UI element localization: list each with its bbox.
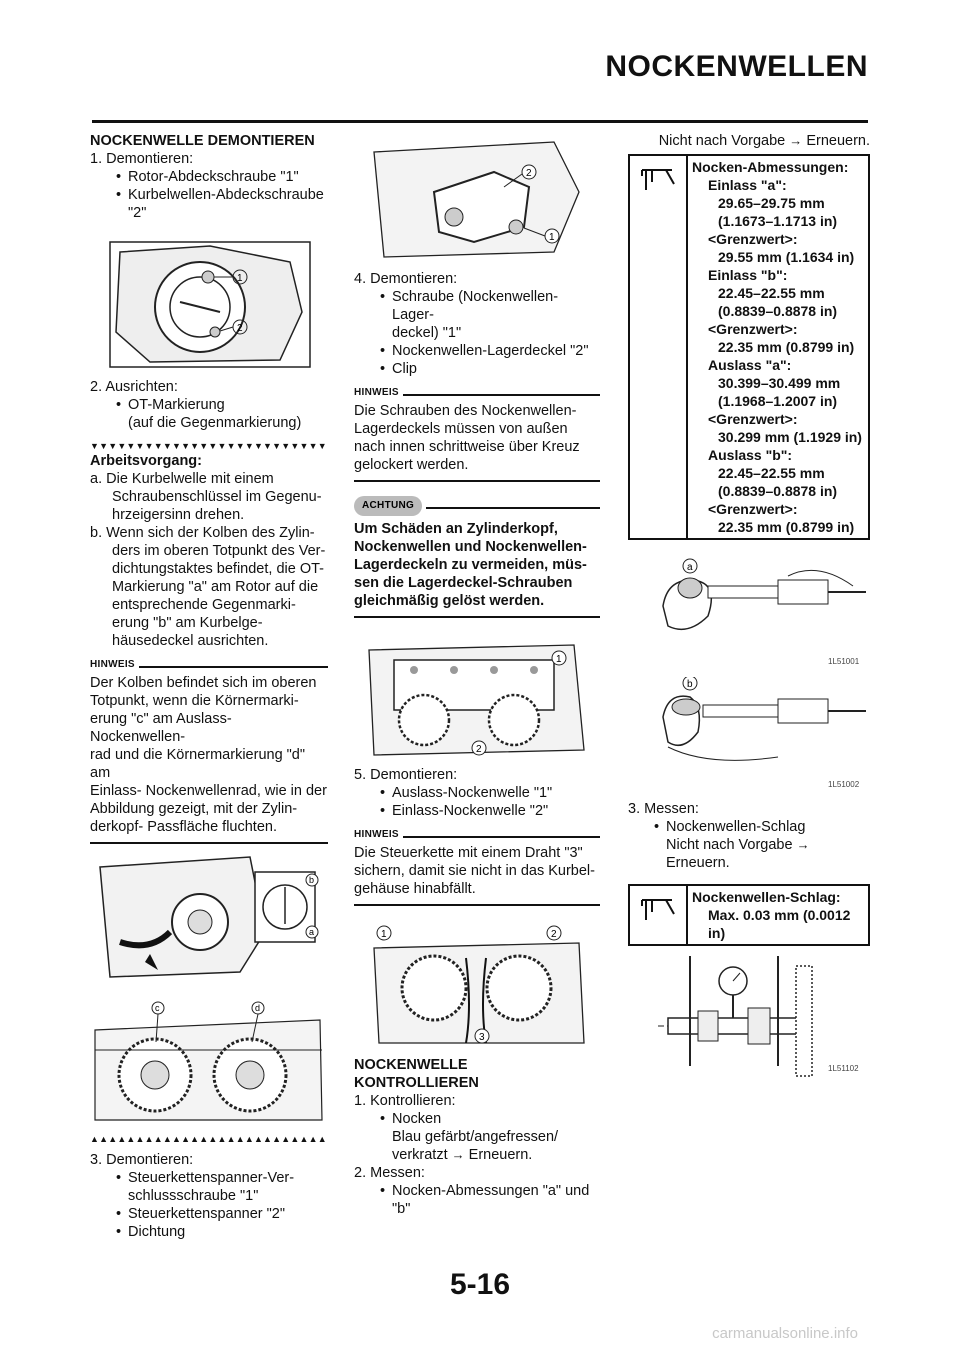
step-3-item-3: • Dichtung [116,1224,186,1240]
measure-step-3: 3. Messen: [628,801,699,817]
procedure-heading: Arbeitsvorgang: [90,453,202,469]
figure-code-b: 1L51002 [828,780,860,789]
svg-text:c: c [155,1003,160,1013]
figure-rotor-cover [90,232,328,372]
svg-text:2: 2 [551,929,557,940]
hinweis-label-1: HINWEIS [354,384,600,402]
check-step-2-item-1: • Nocken-Abmessungen "a" und [380,1183,590,1199]
procedure-start-marker: ▼▼▼▼▼▼▼▼▼▼▼▼▼▼▼▼▼▼▼▼▼▼▼▼▼▼ [90,441,327,451]
arrow-icon: → [451,1147,465,1162]
page-title: NOCKENWELLEN [605,50,868,83]
svg-text:a: a [687,562,693,573]
procedure-a: a. Die Kurbelwelle mit einem Schraubenschlüssel im Gegenu- hrzeigersinn drehen. [90,471,322,523]
hinweis-text: Der Kolben befindet sich im oberen Totpunkt, wenn die Körnermarki- erung "c" am Auslass- Nockenwellen- rad und die Körnermarkierung "d" am Einlass- Nockenwellenrad, wie in der Abbildung gezeigt, mit der Zylin- derkopf- Passfläche fluchten. [90,675,327,835]
measure-step-3-item-1-cont: Nicht nach Vorgabe → Erneuern. [666,837,810,871]
step-4-item-2: • Nockenwellen-Lagerdeckel "2" [380,343,589,359]
step-3-item-2: • Steuerkettenspanner "2" [116,1206,286,1222]
check-step-2: 2. Messen: [354,1165,425,1181]
section-heading: NOCKENWELLE DEMONTIEREN [90,133,315,149]
figure-code-a: 1L51001 [828,657,860,666]
hinweis-end-rule-1 [354,480,600,482]
svg-text:b: b [687,679,693,690]
step-1-item-2: • Kurbelwellen-Abdeckschraube [116,187,324,203]
svg-text:a: a [309,927,315,937]
step-3: 3. Demontieren: [90,1152,194,1168]
figure-measure-a [628,556,870,671]
step-1: 1. Demontieren: [90,151,194,167]
figure-runout-gauge [628,956,870,1086]
svg-text:3: 3 [479,1032,485,1043]
step-2-item-1: • OT-Markierung [116,397,225,413]
spec-intro: Nicht nach Vorgabe → Erneuern. [658,133,870,149]
hinweis-label-2: HINWEIS [354,826,600,844]
figure-measure-b [628,677,870,792]
step-4-item-1-cont: deckel) "1" [392,325,462,341]
svg-text:2: 2 [476,744,482,755]
check-step-2-item-1-cont: "b" [392,1201,411,1217]
step-5-item-2: • Einlass-Nockenwelle "2" [380,803,549,819]
achtung-text: Um Schäden an Zylinderkopf, Nockenwellen und Nockenwellen- Lagerdeckeln zu vermeiden, müs- sen die Lagerdeckel-Schrauben gleichmäßig gelöst werden. [354,521,587,609]
spec-text-cam-dimensions: Nocken-Abmessungen: Einlass "a": 29.65–29.75 mm (1.1673–1.1713 in) <Grenzwert>: 29.55 mm (1.1634 in) Einlass "b": 22.45–22.55 mm (0.8839–0.8878 in) <Grenzwert>: 22.35 mm (0.8799 in) Auslass "a": 30.399–30.499 mm (1.1968–1.2007 in) <Grenzwert>: 30.299 mm (1.1929 in) Auslass "b": 22.45–22.55 mm (0.8839–0.8878 in) <Grenzwert>: 22.35 mm (0.8799 in) [692,159,862,535]
figure-code-c: 1L51102 [828,1064,859,1073]
step-5: 5. Demontieren: [354,767,458,783]
check-step-1-item-1: • Nocken [380,1111,442,1127]
figure-cylinder-head [354,630,600,760]
spec-text-runout: Nockenwellen-Schlag: Max. 0.03 mm (0.0012 in) [692,889,851,941]
arrow-icon: → [796,837,810,852]
section-heading-2a: NOCKENWELLE [354,1057,468,1073]
svg-text:1: 1 [381,929,387,940]
section-heading-2b: KONTROLLIEREN [354,1075,479,1091]
hinweis-end-rule [90,842,328,844]
svg-text:1: 1 [237,273,243,284]
hinweis-end-rule-2 [354,904,600,906]
step-1-item-1: • Rotor-Abdeckschraube "1" [116,169,299,185]
check-step-1: 1. Kontrollieren: [354,1093,456,1109]
svg-text:2: 2 [237,323,243,334]
step-5-item-1: • Auslass-Nockenwelle "1" [380,785,553,801]
procedure-b: b. Wenn sich der Kolben des Zylin- ders im oberen Totpunkt des Ver- dichtungstaktes befindet, die OT- Markierung "a" am Rotor auf die entsprechende Gegenmarki- erung "b" am Kurbelge- häusedeckel ausrichten. [90,525,326,649]
achtung-end-rule [354,616,600,618]
figure-ot-marking [90,852,328,982]
title-rule [92,120,868,123]
svg-text:b: b [309,875,315,885]
step-4: 4. Demontieren: [354,271,458,287]
figure-camshafts-wire [354,918,600,1048]
step-2-item-1-cont: (auf die Gegenmarkierung) [128,415,302,431]
figure-bearing-cap [354,132,600,262]
achtung-label: ACHTUNG [354,496,600,516]
procedure-end-marker: ▲▲▲▲▲▲▲▲▲▲▲▲▲▲▲▲▲▲▲▲▲▲▲▲▲▲ [90,1134,327,1144]
step-4-item-1: • Schraube (Nockenwellen- Lager- [380,289,559,323]
column-1 [90,132,328,1241]
svg-text:1: 1 [556,654,562,665]
hinweis-text-2: Die Steuerkette mit einem Draht "3" sichern, damit sie nicht in das Kurbel- gehäuse hinabfällt. [354,845,595,897]
caliper-icon [630,156,688,538]
measure-step-3-item-1: • Nockenwellen-Schlag [654,819,806,835]
check-step-1-item-1-cont2: verkratzt → Erneuern. [392,1147,533,1163]
check-step-1-item-1-cont: Blau gefärbt/angefressen/ [392,1129,559,1145]
step-4-item-3: • Clip [380,361,417,377]
page-number: 5-16 [449,1268,511,1301]
spec-box-runout [628,884,870,946]
spec-box-cam-dimensions [628,154,870,540]
column-3 [628,132,870,1086]
step-2: 2. Ausrichten: [90,379,178,395]
step-1-item-2-cont: "2" [128,205,147,221]
svg-text:1: 1 [549,232,555,243]
step-3-item-1: • Steuerkettenspanner-Ver- [116,1170,295,1186]
arrow-icon: → [789,133,803,148]
hinweis-text-1: Die Schrauben des Nockenwellen- Lagerdeckels müssen von außen nach innen schrittweise über Kreuz gelockert werden. [354,403,580,473]
caliper-icon [630,886,688,944]
figure-cam-sprockets [90,990,328,1125]
watermark: carmanualsonline.info [712,1325,858,1342]
svg-text:d: d [255,1003,261,1013]
svg-text:2: 2 [526,168,532,179]
hinweis-label: HINWEIS [90,656,328,674]
column-2 [354,132,600,1218]
step-3-item-1-cont: schlussschraube "1" [128,1188,259,1204]
